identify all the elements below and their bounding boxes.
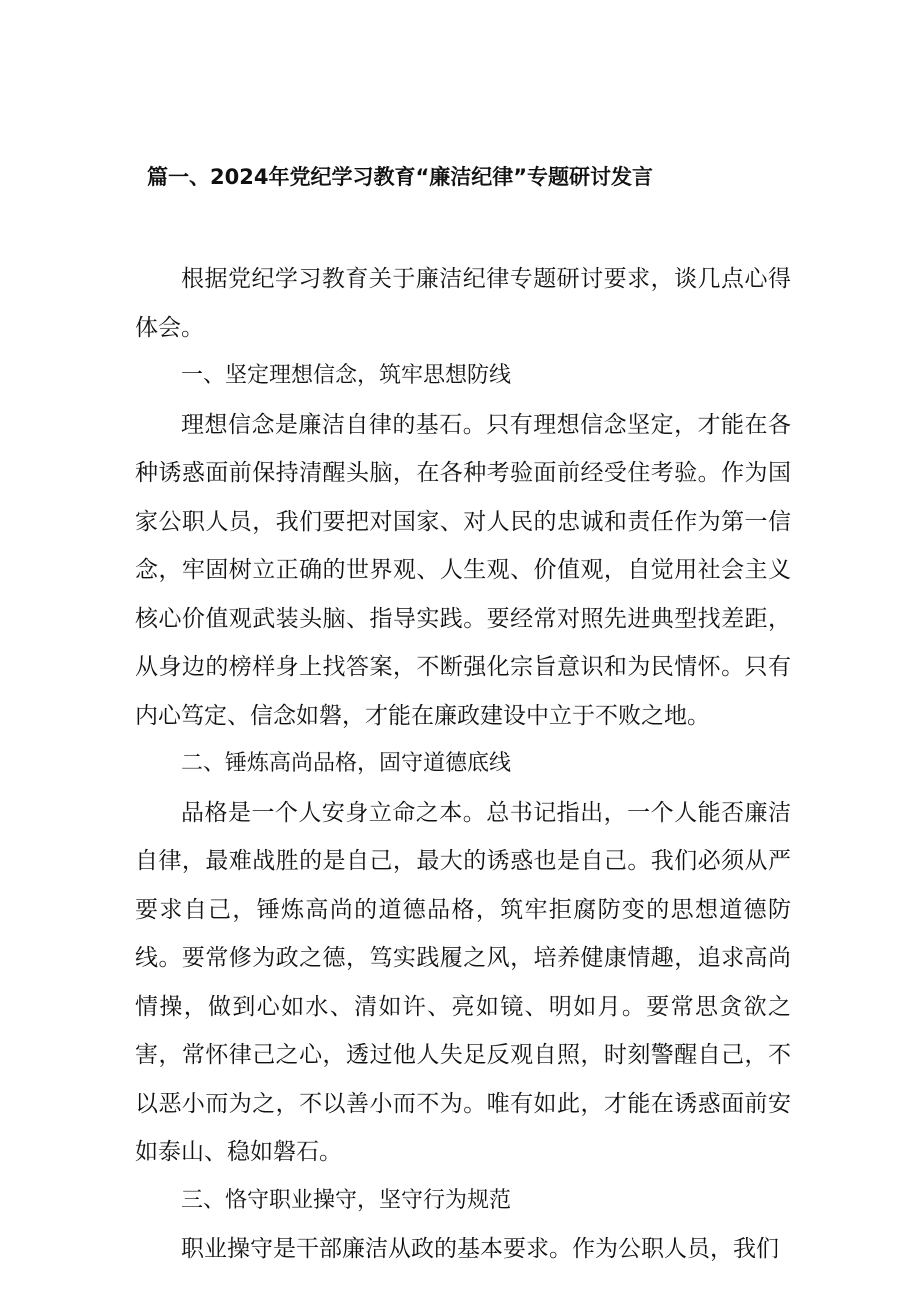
section-1-paragraph: 理想信念是廉洁自律的基石。只有理想信念坚定，才能在各种诱惑面前保持清醒头脑，在各种考验面前经受住考验。作为国家公职人员，我们要把对国家、对人民的忠诚和责任作为第一信念，牢固树立正确的世界观、人生观、价值观，自觉用社会主义核心价值观武装头脑、指导实践。要经常对照先进典型找差距，从身边的榜样身上找答案，不断强化宗旨意识和为民情怀。只有内心笃定、信念如磐，才能在廉政建设中立于不败之地。 [135, 411, 791, 729]
section-3-paragraph: 职业操守是干部廉洁从政的基本要求。作为公职人员，我们 [181, 1236, 779, 1262]
intro-paragraph: 根据党纪学习教育关于廉洁纪律专题研讨要求，谈几点心得体会。 [135, 266, 791, 341]
section-1-heading: 一、坚定理想信念，筑牢思想防线 [181, 363, 512, 388]
document-body [135, 255, 791, 1274]
document-title: 篇一、2024年党纪学习教育“廉洁纪律”专题研讨发言 [147, 165, 654, 189]
section-2-heading: 二、锤炼高尚品格，固守道德底线 [181, 751, 512, 776]
section-2-paragraph: 品格是一个人安身立命之本。总书记指出，一个人能否廉洁自律，最难战胜的是自己，最大的诱惑也是自己。我们必须从严要求自己，锤炼高尚的道德品格，筑牢拒腐防变的思想道德防线。要常修为政之德，笃实践履之风，培养健康情趣，追求高尚情操，做到心如水、清如许、亮如镜、明如月。要常思贪欲之害，常怀律己之心，透过他人失足反观自照，时刻警醒自己，不以恶小而为之，不以善小而不为。唯有如此，才能在诱惑面前安如泰山、稳如磐石。 [135, 799, 791, 1165]
section-3-heading: 三、恪守职业操守，坚守行为规范 [181, 1187, 512, 1213]
